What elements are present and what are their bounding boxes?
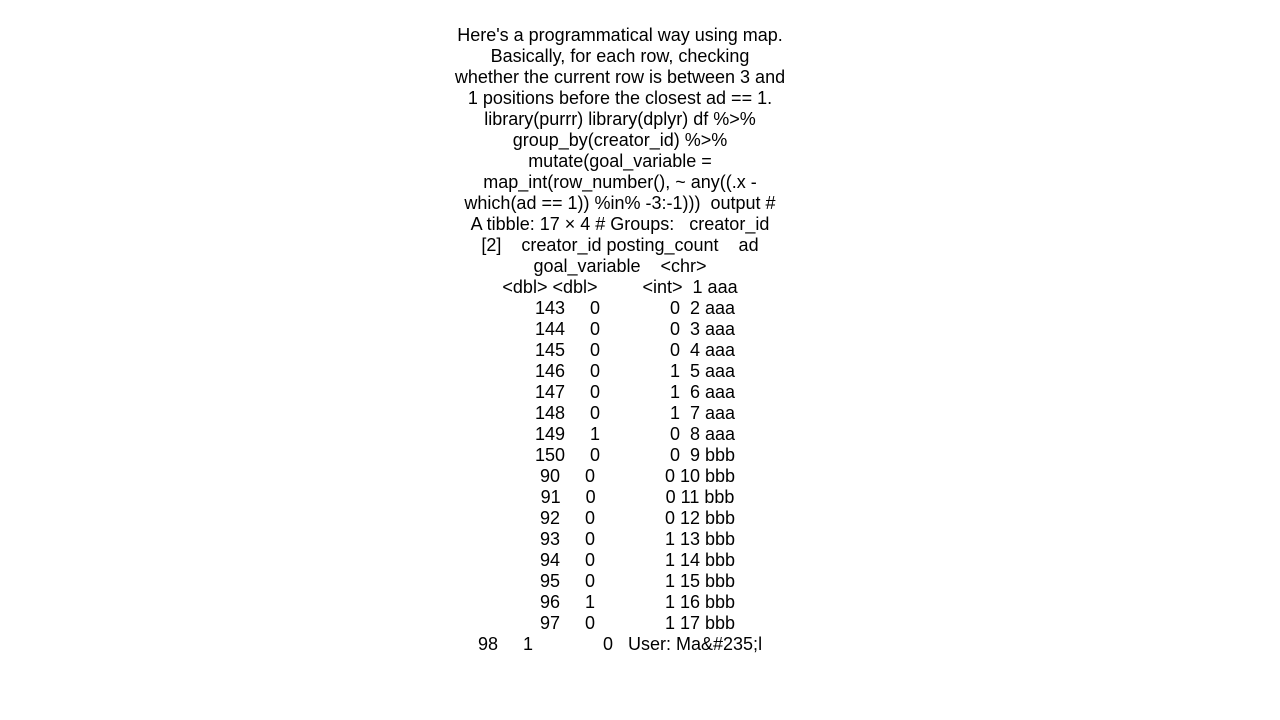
output-row: 95 0 1 15 bbb	[504, 571, 736, 591]
output-row: 149 1 0 8 aaa	[504, 424, 736, 444]
code-line: mutate(goal_variable =	[528, 151, 712, 171]
code-line: map_int(row_number(), ~ any((.x -	[483, 172, 757, 192]
output-row: 94 0 1 14 bbb	[504, 550, 736, 570]
answer-text-block	[0, 25, 1240, 655]
output-row: 91 0 0 11 bbb	[505, 487, 735, 507]
output-row: 150 0 0 9 bbb	[504, 445, 736, 465]
output-row: 96 1 1 16 bbb	[504, 592, 736, 612]
output-row: 90 0 0 10 bbb	[504, 466, 736, 486]
output-row: 144 0 0 3 aaa	[504, 319, 736, 339]
output-row: 146 0 1 5 aaa	[504, 361, 736, 381]
answer-line: 1 positions before the closest ad == 1.	[467, 88, 773, 108]
code-line: library(purrr) library(dplyr) df %>%	[484, 109, 756, 129]
output-row: 97 0 1 17 bbb	[504, 613, 736, 633]
output-row: 92 0 0 12 bbb	[504, 508, 736, 528]
output-row-and-user: 98 1 0 User: Ma&#235;l	[477, 634, 763, 654]
output-line: A tibble: 17 × 4 # Groups: creator_id	[470, 214, 770, 234]
output-row: 93 0 1 13 bbb	[504, 529, 736, 549]
output-row: 145 0 0 4 aaa	[504, 340, 736, 360]
output-row: 147 0 1 6 aaa	[504, 382, 736, 402]
answer-line: Basically, for each row, checking	[490, 46, 750, 66]
output-row: 148 0 1 7 aaa	[504, 403, 736, 423]
output-line: goal_variable <chr>	[533, 256, 707, 276]
code-line: which(ad == 1)) %in% -3:-1))) output #	[464, 193, 776, 213]
code-line: group_by(creator_id) %>%	[512, 130, 728, 150]
output-line: [2] creator_id posting_count ad	[481, 235, 759, 255]
answer-line: whether the current row is between 3 and	[454, 67, 786, 87]
output-line: <dbl> <dbl> <int> 1 aaa	[502, 277, 738, 297]
answer-line: Here's a programmatical way using map.	[457, 25, 783, 45]
output-row: 143 0 0 2 aaa	[504, 298, 736, 318]
